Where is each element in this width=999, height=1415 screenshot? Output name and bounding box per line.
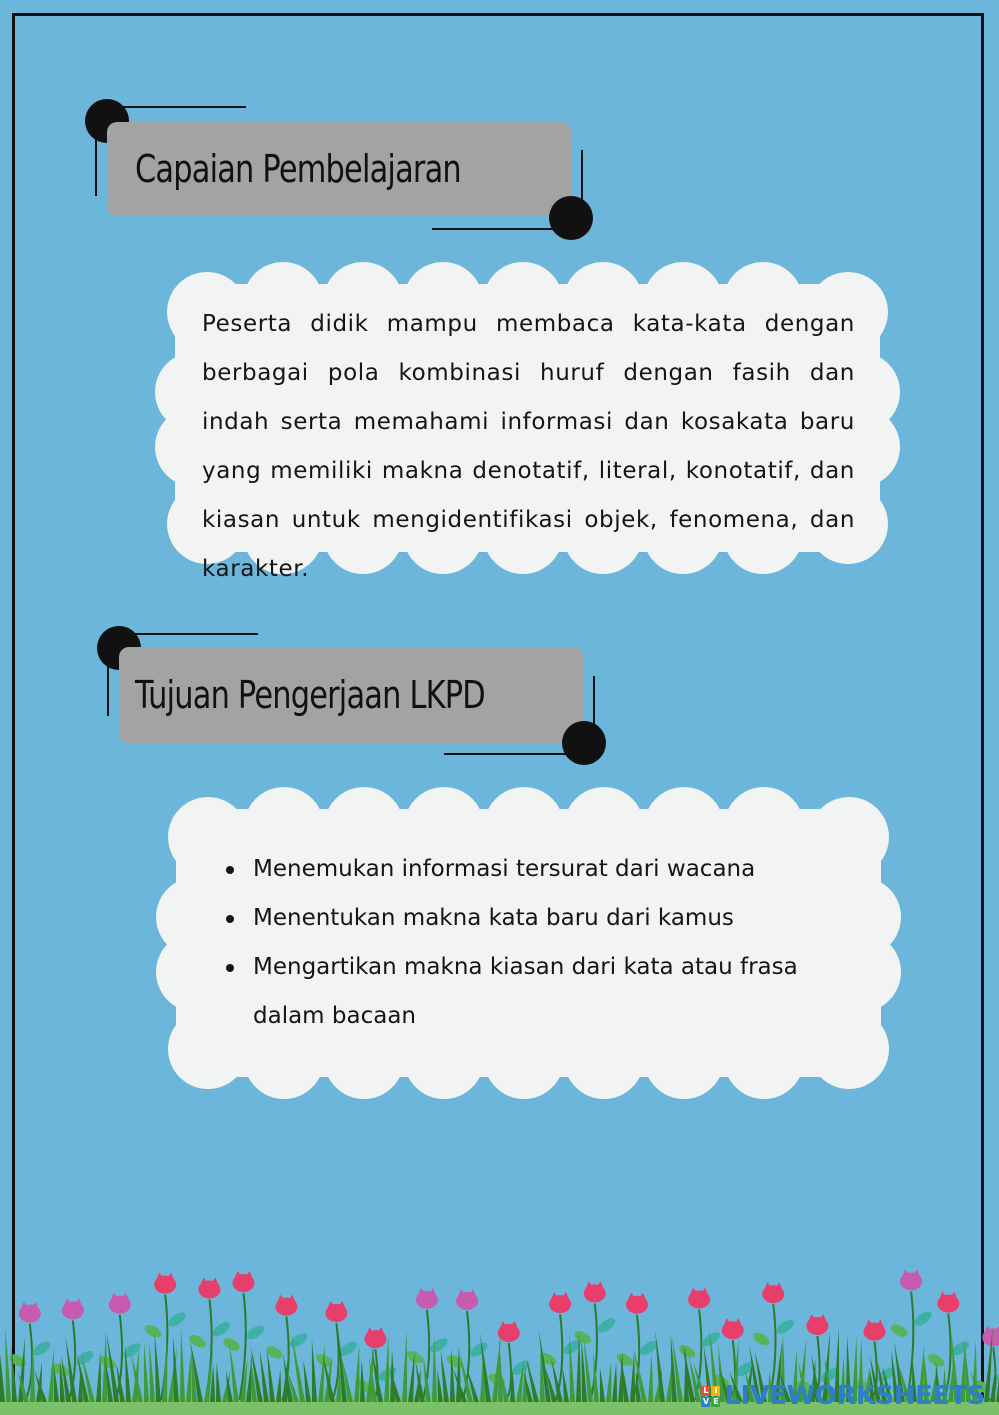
leaf: [74, 1348, 96, 1368]
badge-letter: I: [711, 1386, 720, 1396]
grass-blade: [96, 1352, 101, 1402]
watermark-logo-icon: [701, 1386, 720, 1407]
grass-blade: [276, 1369, 281, 1402]
grass-blade: [655, 1330, 665, 1402]
list-item: Menentukan makna kata baru dari kamus: [253, 894, 873, 943]
grass-blade: [149, 1341, 155, 1402]
heading-line-top: [130, 633, 258, 635]
leaf: [244, 1323, 266, 1343]
grass-blade: [186, 1354, 191, 1402]
leaf: [405, 1348, 426, 1366]
heading-line-left: [95, 136, 97, 196]
leaf: [428, 1335, 450, 1355]
leaf: [210, 1319, 232, 1339]
grass-blade: [354, 1344, 359, 1402]
leaf: [8, 1352, 29, 1370]
leaf: [912, 1309, 934, 1329]
grass-blade: [11, 1346, 17, 1402]
grass-blade: [48, 1348, 54, 1402]
leaf: [596, 1315, 618, 1335]
leaf: [31, 1339, 53, 1359]
leaf: [143, 1322, 164, 1340]
grass-blade: [154, 1332, 161, 1402]
leaf: [166, 1309, 188, 1329]
list-item: Mengartikan makna kiasan dari kata atau frasa dalam bacaan: [253, 943, 873, 1041]
grass-blade: [131, 1353, 143, 1402]
grass-blade: [498, 1338, 503, 1402]
grass-blade: [318, 1344, 325, 1402]
leaf: [889, 1322, 910, 1340]
leaf: [774, 1317, 796, 1337]
grass-blade: [562, 1367, 569, 1402]
grass-blade: [0, 1346, 5, 1402]
objectives-list: [225, 845, 873, 1041]
heading-dot-right: [549, 196, 593, 240]
grass-blade: [648, 1353, 653, 1402]
leaf: [287, 1331, 309, 1351]
heading-line-left: [107, 660, 109, 716]
section-title: Capaian Pembelajaran: [135, 147, 461, 191]
grass-blade: [216, 1363, 221, 1402]
heading-line-bottom: [432, 228, 564, 230]
heading-line-top: [118, 106, 246, 108]
badge-letter: L: [703, 1385, 709, 1395]
learning-outcome-text: Peserta didik mampu membaca kata-kata dengan berbagai pola kombinasi huruf dengan fasih dan indah serta memahami informasi dan kosakata baru yang memiliki makna denotatif, literal, konotatif, dan kiasan untuk mengidentifikasi objek, fenomena, dan karakter.: [202, 311, 855, 582]
heading-dot-right: [562, 721, 606, 765]
grass-blade: [162, 1340, 167, 1402]
grass-blade: [402, 1330, 407, 1402]
grass-blade: [303, 1359, 311, 1402]
watermark-text: LIVEWORKSHEETS: [724, 1381, 985, 1411]
watermark: [701, 1381, 985, 1411]
section-title-box: [107, 122, 571, 216]
section-title: Tujuan Pengerjaan LKPD: [135, 673, 485, 717]
leaf: [677, 1343, 698, 1361]
grass-blade: [606, 1362, 611, 1402]
grass-blade: [600, 1367, 605, 1402]
list-item: Menemukan informasi tersurat dari wacana: [253, 845, 873, 894]
grass-blade: [312, 1339, 317, 1402]
grass-blade: [437, 1370, 443, 1402]
leaf: [751, 1330, 772, 1348]
grass-blade: [612, 1363, 617, 1402]
grass-blade: [144, 1342, 149, 1402]
leaf: [221, 1336, 242, 1354]
grass-blade: [990, 1369, 995, 1402]
grass-blade: [180, 1328, 185, 1402]
section-title-box: [119, 647, 583, 743]
grass-blade: [384, 1335, 389, 1402]
badge-letter: E: [713, 1396, 719, 1406]
grass-blade: [5, 1327, 11, 1402]
leaf: [615, 1351, 636, 1369]
heading-line-bottom: [444, 753, 576, 755]
leaf: [468, 1340, 490, 1360]
badge-letter: V: [702, 1396, 710, 1406]
